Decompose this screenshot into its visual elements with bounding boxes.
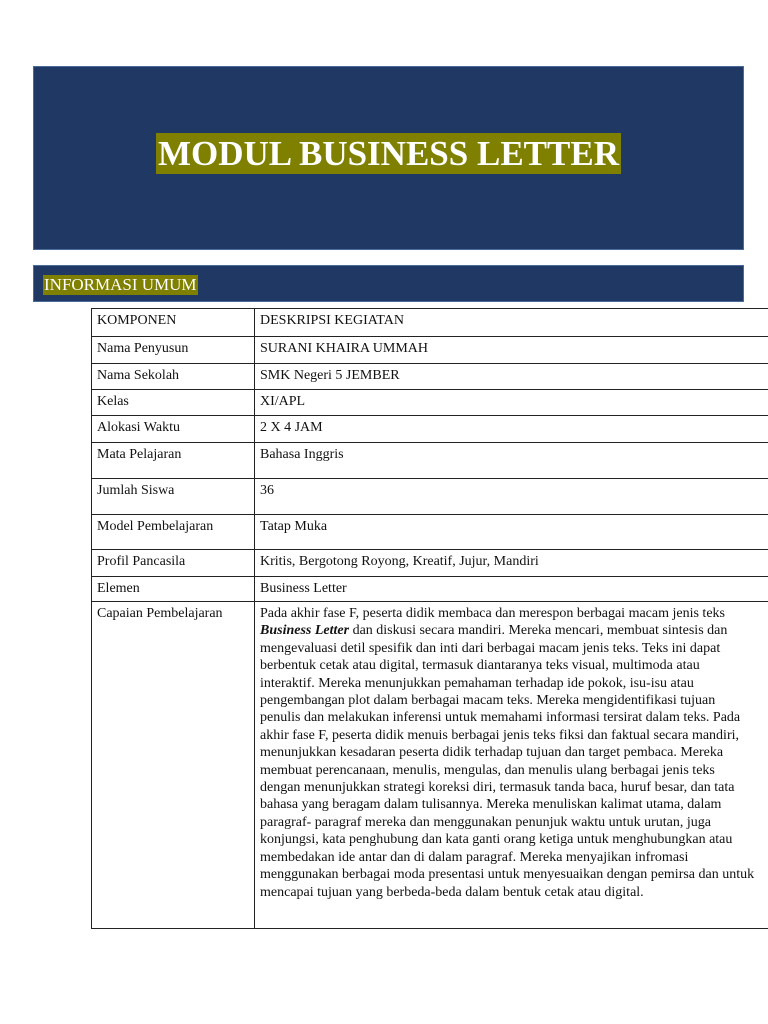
table-row xyxy=(92,416,768,443)
business-letter-emphasis: Business Letter xyxy=(260,623,350,639)
table-row xyxy=(92,337,768,364)
section-bar-informasi-umum xyxy=(33,265,744,302)
table-row xyxy=(92,390,768,416)
description-line: konjungsi, kata penghubung dan kata ganti orang ketiga untuk menghubungkan atau xyxy=(260,832,733,848)
row-label: Elemen xyxy=(92,577,255,602)
row-value: SMK Negeri 5 JEMBER xyxy=(255,364,768,390)
row-label: Mata Pelajaran xyxy=(92,443,255,479)
info-table xyxy=(91,308,768,929)
row-label: Jumlah Siswa xyxy=(92,479,255,515)
description-line: mencapai tujuan yang berbeda-beda dalam bentuk cetak atau digital. xyxy=(260,884,644,900)
row-label: Nama Penyusun xyxy=(92,337,255,364)
capaian-description xyxy=(255,602,768,929)
table-row-capaian xyxy=(92,602,768,929)
section-heading: INFORMASI UMUM xyxy=(44,275,197,294)
table-row xyxy=(92,479,768,515)
title-banner xyxy=(33,66,744,250)
description-line: penulis dan melakukan inferensi untuk memahami informasi tersirat dalam teks. Pada xyxy=(260,710,741,726)
document-title: MODUL BUSINESS LETTER xyxy=(158,134,619,173)
description-line-text: dan diskusi secara mandiri. Mereka mencari, membuat sintesis dan xyxy=(352,623,728,639)
row-value: SURANI KHAIRA UMMAH xyxy=(255,337,768,364)
row-label: Profil Pancasila xyxy=(92,550,255,577)
description-line xyxy=(260,622,768,639)
row-label: Capaian Pembelajaran xyxy=(92,602,255,929)
row-value: Kritis, Bergotong Royong, Kreatif, Jujur, Mandiri xyxy=(255,550,768,577)
table-row xyxy=(92,550,768,577)
row-value: Bahasa Inggris xyxy=(255,443,768,479)
description-line: pengembangan plot dalam berbagai macam teks. Mereka mengidentifikasi tujuan xyxy=(260,693,716,709)
row-value: 2 X 4 JAM xyxy=(255,416,768,443)
table-header-label: KOMPONEN xyxy=(92,309,255,337)
description-line: menunjukkan kesadaran peserta didik terhadap tujuan dan target pembaca. Mereka xyxy=(260,745,724,761)
row-value: Tatap Muka xyxy=(255,515,768,550)
row-value: 36 xyxy=(255,479,768,515)
description-line: membedakan ide antar dan di dalam paragraf. Mereka menyajikan infromasi xyxy=(260,849,689,865)
description-line: berbentuk cetak atau digital, termasuk diantaranya teks visual, multimoda atau xyxy=(260,658,700,674)
description-line: interaktif. Mereka menunjukkan pemahaman terhadap ide pokok, isu-isu atau xyxy=(260,675,694,691)
description-line: membuat perencanaan, menulis, mengulas, dan menulis ulang berbagai jenis teks xyxy=(260,762,715,778)
description-line: bahasa yang beragam dalam tulisannya. Mereka menuliskan kalimat utama, dalam xyxy=(260,797,722,813)
row-value: XI/APL xyxy=(255,390,768,416)
table-row xyxy=(92,515,768,550)
table-header-row xyxy=(92,309,768,337)
description-line: akhir fase F, peserta didik menuis berbagai jenis teks fiksi dan faktual secara mandiri, xyxy=(260,727,740,743)
description-line: menggunakan berbagai moda presentasi untuk menyesuaikan dengan pemirsa dan untuk xyxy=(260,867,755,883)
row-label: Kelas xyxy=(92,390,255,416)
row-label: Model Pembelajaran xyxy=(92,515,255,550)
description-line: Pada akhir fase F, peserta didik membaca dan merespon berbagai macam jenis teks xyxy=(260,606,725,621)
table-header-value: DESKRIPSI KEGIATAN xyxy=(255,309,768,337)
table-row xyxy=(92,577,768,602)
description-line: mengevaluasi detil spesifik dan inti dari berbagai macam jenis teks. Teks ini dapat xyxy=(260,640,721,656)
description-line: paragraf- paragraf mereka dan menggunakan penunjuk waktu untuk urutan, juga xyxy=(260,814,711,830)
description-line: dengan menunjukkan strategi koreksi diri, termasuk tanda baca, huruf besar, dan tata xyxy=(260,780,735,796)
row-label: Nama Sekolah xyxy=(92,364,255,390)
table-row xyxy=(92,364,768,390)
table-row xyxy=(92,443,768,479)
row-label: Alokasi Waktu xyxy=(92,416,255,443)
row-value: Business Letter xyxy=(255,577,768,602)
